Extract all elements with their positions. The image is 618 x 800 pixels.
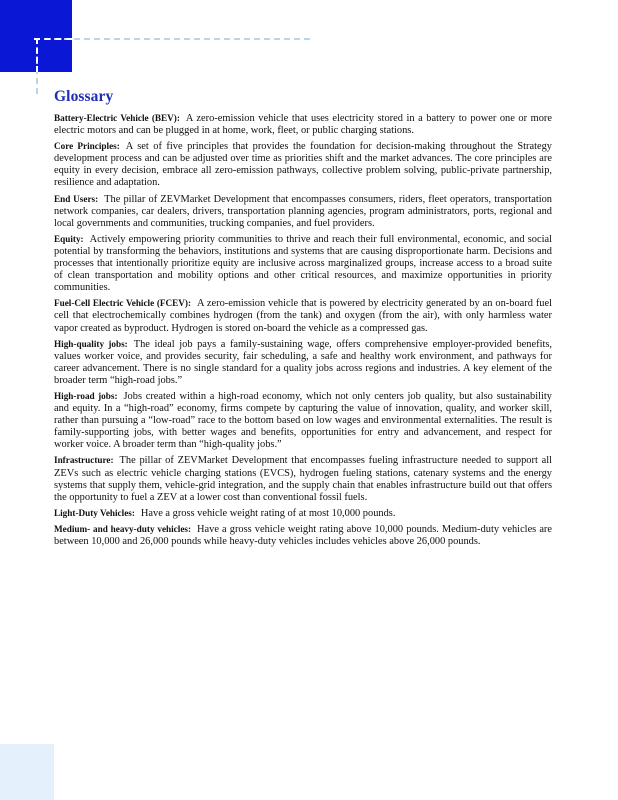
glossary-definition: Actively empowering priority communities to thrive and reach their full environmental, economic, and social potential by transforming the behaviors, institutions and systems that are causing disproportionate harm. Decisions and processes that intentionally prioritize equity are inclusive across marginalized groups, increase access to a broad suite of clean transportation and mobility options and other critical resources, and maximize opportunities in priority communities. <box>54 233 552 294</box>
glossary-entry-infrastructure <box>54 454 552 503</box>
glossary-entry-light-duty <box>54 507 552 520</box>
glossary-title: Glossary <box>54 88 114 105</box>
bottom-accent-block <box>0 744 54 800</box>
corner-dashed-rule-vertical <box>36 38 38 72</box>
glossary-entry-end-users <box>54 193 552 230</box>
glossary-term: High-quality jobs: <box>54 338 128 349</box>
glossary-definition: A zero-emission vehicle that uses electricity stored in a battery to power one or more electric motors and can be plugged in at home, work, fleet, or public charging stations. <box>54 113 552 137</box>
glossary-definition: A zero-emission vehicle that is powered by electricity generated by an on-board fuel cell that electrochemically combines hydrogen (from the tank) and oxygen (from the air), with only harmless water vapor created as byproduct. Hydrogen is stored on-board the vehicle as a compressed gas. <box>54 298 552 334</box>
glossary-entry-fcev <box>54 297 552 334</box>
glossary-entry-bev <box>54 112 552 137</box>
glossary-entry-high-road-jobs <box>54 390 552 451</box>
glossary-term: High-road jobs: <box>54 390 118 401</box>
glossary-definition: The pillar of ZEVMarket Development that encompasses consumers, riders, fleet operators, transportation network companies, car dealers, drivers, transportation planning agencies, program administrators, ports, regional and local governments and communities, trucking companies, and fuel providers. <box>54 193 552 229</box>
glossary-term: End Users: <box>54 193 99 204</box>
glossary-term: Equity: <box>54 233 84 244</box>
glossary-definition: The pillar of ZEVMarket Development that encompasses fueling infrastructure needed to support all ZEVs such as electric vehicle charging stations (EVCS), hydrogen fueling stations, catenary systems and the energy systems that supply them, vehicle-grid integration, and the supply chain that enables infrastructure build out that offers the opportunity to fuel a ZEV at a lower cost than conventional fossil fuels. <box>54 455 552 503</box>
glossary-entry-equity <box>54 233 552 294</box>
glossary-term: Light-Duty Vehicles: <box>54 507 135 518</box>
glossary-term: Battery-Electric Vehicle (BEV): <box>54 113 180 123</box>
glossary-section <box>54 88 552 551</box>
glossary-definition: Jobs created within a high-road economy, which not only centers job quality, but also sustainability and equity. In a “high-road” economy, firms compete by capturing the value of innovation, quality, and worker skill, rather than pursuing a “low-road” race to the bottom based on low wages and environmental externalities. The result is family-supporting jobs, with better wages and benefits, opportunities for entry and advancement, and respect for worker voice. A broader term than “high-quality jobs.” <box>54 390 552 451</box>
glossary-term: Fuel-Cell Electric Vehicle (FCEV): <box>54 298 192 309</box>
glossary-definition: The ideal job pays a family-sustaining wage, offers comprehensive employer-provided benefits, values worker voice, and provides security, fair scheduling, a safe and healthy work environment, and pathways for career advancement. There is no single standard for a quality jobs across regions and industries. A key element of the broader term “high-road jobs.” <box>54 338 552 386</box>
glossary-entry-medium-heavy-duty <box>54 523 552 548</box>
glossary-term: Infrastructure: <box>54 455 114 466</box>
dashed-rule-horizontal <box>34 38 310 40</box>
corner-dashed-rule-horizontal <box>34 38 72 40</box>
glossary-term: Core Principles: <box>54 141 120 152</box>
glossary-definition: Have a gross vehicle weight rating above 10,000 pounds. Medium-duty vehicles are between 10,000 and 26,000 pounds while heavy-duty vehicles includes vehicles above 26,000 pounds. <box>54 523 553 547</box>
glossary-entry-core-principles <box>54 140 552 189</box>
glossary-term: Medium- and heavy-duty vehicles: <box>54 523 192 534</box>
glossary-entry-high-quality-jobs <box>54 338 552 387</box>
glossary-definition: Have a gross vehicle weight rating of at most 10,000 pounds. <box>140 507 396 519</box>
glossary-definition: A set of five principles that provides the foundation for decision-making throughout the Strategy development process and can be adjusted over time as priorities shift and the market advances. The core principles are equity in every decision, embrace all zero-emission pathways, collective problem solving, public-private partnership, resilience and adaptation. <box>54 141 552 189</box>
